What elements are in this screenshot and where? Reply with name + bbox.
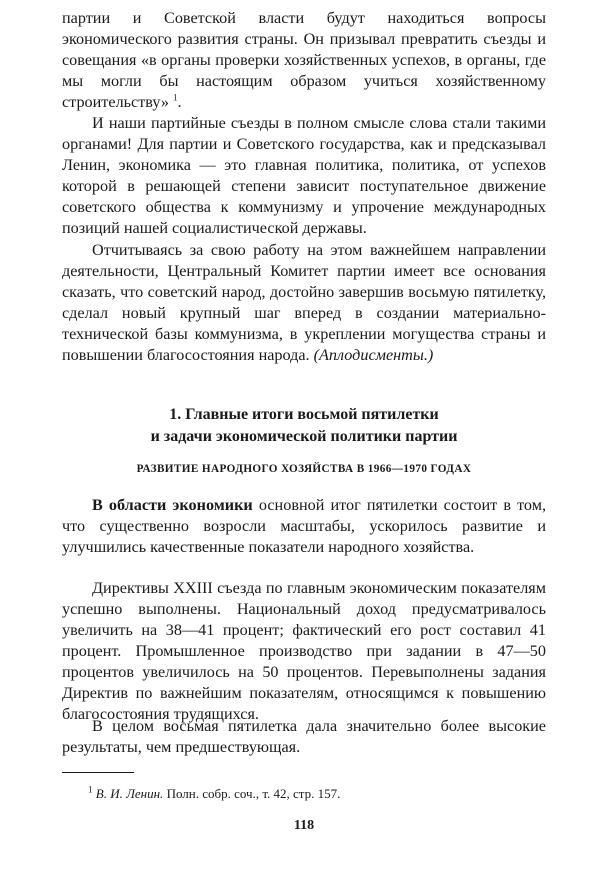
paragraph-6 (62, 716, 546, 758)
paragraph-5 (62, 578, 546, 725)
section-heading (62, 404, 546, 448)
paragraph-1 (62, 8, 546, 113)
paragraph-2 (62, 113, 546, 239)
paragraph-4-text: основной итог пятилетки состоит в том, что существенно возросли масштабы, ускорилось развитие и улучшились качественные показатели народного хозяйства. (62, 496, 547, 556)
paragraph-1-text: партии и Советской власти будут находиться вопросы экономического развития страны. Он призывал превратить съезды и совещания «в органы проверки хозяйственных успехов, в органы, где мы могли бы настоящим образом учиться хозяйственному строительству» (62, 9, 546, 111)
footnote-reference: 1 (173, 92, 178, 103)
footnote-text: Полн. собр. соч., т. 42, стр. 157. (166, 786, 341, 801)
section-heading-line-1: 1. Главные итоги восьмой пятилетки (169, 406, 439, 423)
section-subheading: РАЗВИТИЕ НАРОДНОГО ХОЗЯЙСТВА В 1966—1970 ГОДАХ (136, 463, 472, 475)
paragraph-4 (62, 495, 546, 558)
applause-note: (Аплодисменты.) (313, 346, 434, 364)
paragraph-4-lead: В области экономики (92, 496, 253, 514)
footnote-divider (62, 772, 134, 773)
paragraph-3 (62, 240, 546, 366)
paragraph-2-text: И наши партийные съезды в полном смысле слова стали такими органами! Для партии и Советского государства, как и предсказывал Ленин, экономика — это главная политика, политика, от успехов которой в решающей степени зависит поступательное движение советского общества к коммунизму и упрочение международных позиций нашей социалистической державы. (62, 114, 546, 237)
section-heading-line-2: и задачи экономической политики партии (150, 428, 458, 445)
page-number: 118 (293, 818, 315, 833)
footnote-author: В. И. Ленин. (95, 786, 164, 801)
footnote (88, 786, 340, 802)
paragraph-5-text: Директивы XXIII съезда по главным экономическим показателям успешно выполнены. Национальный доход предусматривалось увеличить на 38—41 процент; фактический его рост составил 41 процент. Промышленное производство при задании в 47—50 процентов увеличилось на 50 процентов. Перевыполнены задания Директив по важнейшим показателям, относящимся к повышению благосостояния трудящихся. (62, 579, 546, 723)
paragraph-6-text: В целом восьмая пятилетка дала значительно более высокие результаты, чем предшествующая. (62, 717, 546, 756)
paragraph-3-text: Отчитываясь за свою работу на этом важнейшем направлении деятельности, Центральный Комитет партии имеет все основания сказать, что советский народ, достойно завершив восьмую пятилетку, сделал новый крупный шаг вперед в создании материально-технической базы коммунизма, в укреплении могущества страны и повышении благосостояния народа. (62, 241, 546, 364)
paragraph-1-end: . (177, 93, 182, 111)
footnote-mark: 1 (88, 784, 93, 795)
